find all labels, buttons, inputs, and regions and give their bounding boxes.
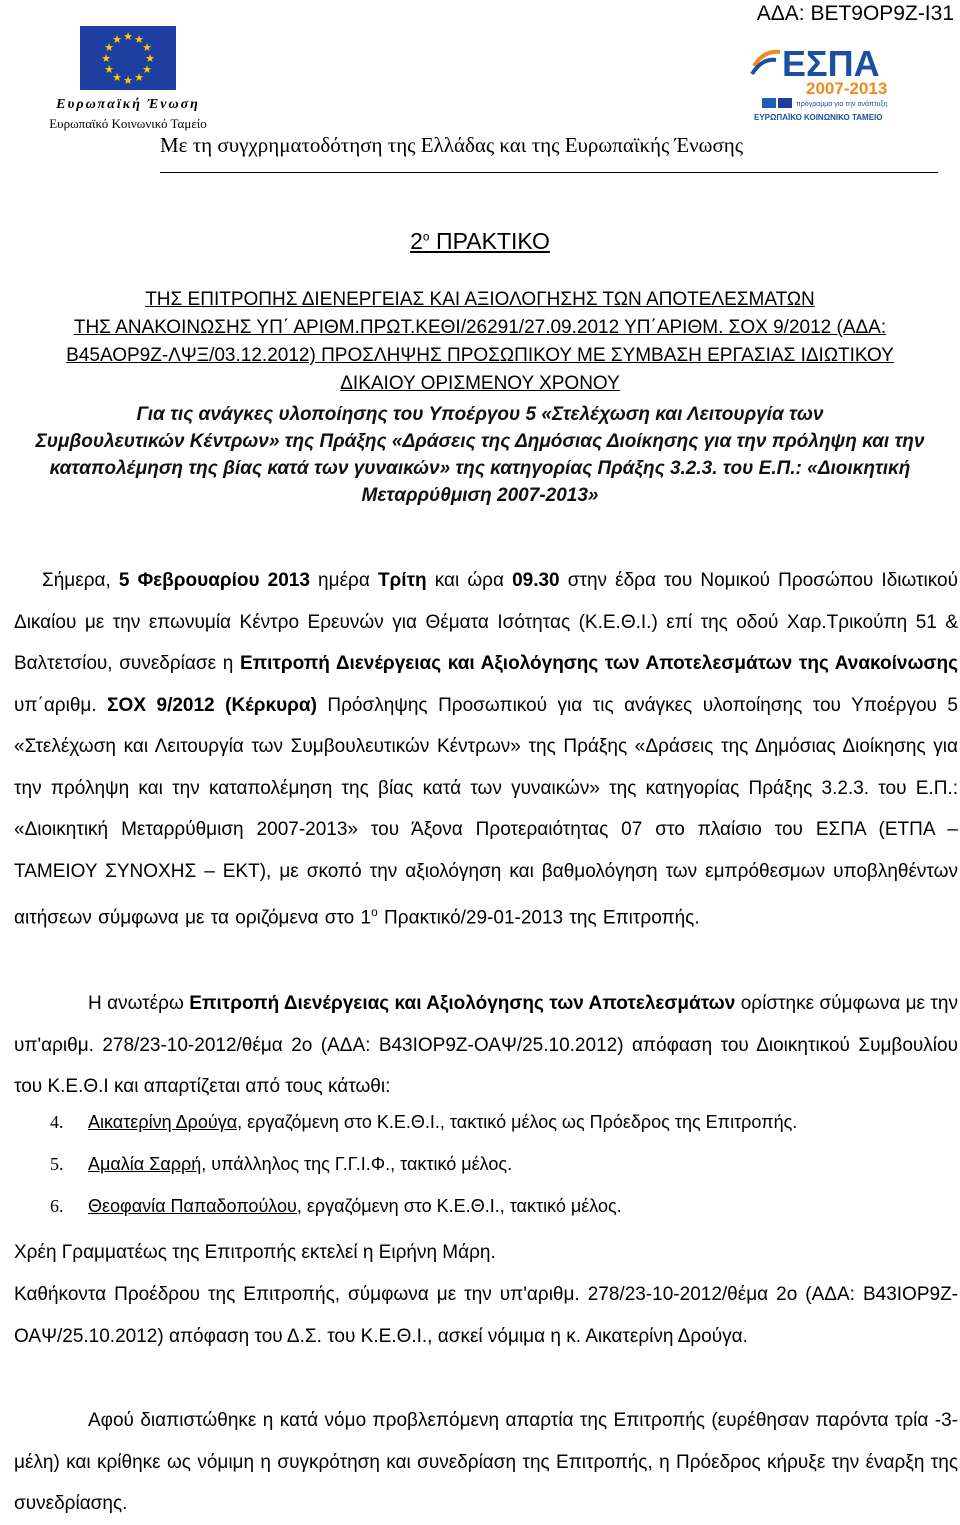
svg-text:★: ★ (112, 33, 122, 46)
subtitle-line-4: Μεταρρύθμιση 2007-2013» (361, 485, 599, 506)
secretary-line: Χρέη Γραμματέως της Επιτροπής εκτελεί η Ειρήνη Μάρη. (14, 1242, 496, 1263)
header-divider (160, 172, 938, 173)
member-item: 5. Αμαλία Σαρρή, υπάλληλος της Γ.Γ.Ι.Φ., τακτικό μέλος. (50, 1154, 513, 1174)
espa-title: ΕΣΠΑ (782, 44, 880, 84)
svg-text:★: ★ (104, 41, 114, 54)
svg-text:★: ★ (134, 71, 144, 84)
svg-text:★: ★ (145, 52, 155, 65)
espa-fund: ΕΥΡΩΠΑΪΚΟ ΚΟΙΝΩΝΙΚΟ ΤΑΜΕΙΟ (754, 113, 883, 122)
title-line-1: ΤΗΣ ΕΠΙΤΡΟΠΗΣ ΔΙΕΝΕΡΓΕΙΑΣ ΚΑΙ ΑΞΙΟΛΟΓΗΣΗΣ ΤΩΝ ΑΠΟΤΕΛΕΣΜΑΤΩΝ (145, 289, 815, 310)
title-line-3: Β45ΑΟΡ9Ζ-ΛΨΞ/03.12.2012) ΠΡΟΣΛΗΨΗΣ ΠΡΟΣΩΠΙΚΟΥ ΜΕ ΣΥΜΒΑΣΗ ΕΡΓΑΣΙΑΣ ΙΔΙΩΤΙΚΟΥ (66, 345, 894, 366)
member-name: Αικατερίνη Δρούγα (88, 1112, 238, 1132)
svg-text:★: ★ (123, 74, 133, 87)
svg-text:★: ★ (134, 33, 144, 46)
eu-fund-label: Ευρωπαϊκό Κοινωνικό Ταμείο (49, 116, 207, 131)
member-item: 4. Αικατερίνη Δρούγα, εργαζόμενη στο Κ.Ε.Θ.Ι., τακτικό μέλος ως Πρόεδρος της Επιτροπής. (50, 1112, 798, 1132)
eu-union-label: Ευρωπαϊκή Ένωση (56, 97, 200, 112)
eu-flag-logo (80, 26, 176, 90)
svg-text:★: ★ (142, 41, 152, 54)
svg-text:★: ★ (104, 63, 114, 76)
member-name: Αμαλία Σαρρή (88, 1154, 202, 1174)
espa-years: 2007-2013 (806, 79, 888, 98)
paragraph-committee: Η ανωτέρω Επιτροπή Διενέργειας και Αξιολόγησης των Αποτελεσμάτων ορίστηκε σύμφωνα με την υπ'αριθμ. 278/23-10-2012/θέμα 2ο (ΑΔΑ: Β43ΙΟΡ9Ζ-ΟΑΨ/25.10.2012) απόφαση του Διοικητικού Συμβουλίου του Κ.Ε.Θ.Ι και απαρτίζεται από τους κάτωθι: (14, 993, 959, 1097)
paragraph-quorum: Αφού διαπιστώθηκε η κατά νόμο προβλεπόμενη απαρτία της Επιτροπής (ευρέθησαν παρόντα τρία -3- μέλη) και κρίθηκε ως νόμιμη η συγκρότηση και συνεδρίαση της Επιτροπής, η Πρόεδρος κήρυξε την έναρξη της συνεδρίασης. (14, 1410, 958, 1514)
paragraph-session: Σήμερα, 5 Φεβρουαρίου 2013 ημέρα Τρίτη και ώρα 09.30 στην έδρα του Νομικού Προσώπου Ιδιωτικού Δικαίου με την επωνυμία Κέντρο Ερευνών για Θέματα Ισότητας (Κ.Ε.Θ.Ι.) επί της οδού Χαρ.Τρικούπη 51 & Βαλτετσίου, συνεδρίασε η Επιτροπή Διενέργειας και Αξιολόγησης των Αποτελεσμάτων της Ανακοίνωσης υπ΄αριθμ. ΣΟΧ 9/2012 (Κέρκυρα) Πρόσληψης Προσωπικού για τις ανάγκες υλοποίησης του Υποέργου 5 «Στελέχωση και Λειτουργία των Συμβουλευτικών Κέντρων» της Πράξης «Δράσεις της Δημόσιας Διοίκησης για την πρόληψη και την καταπολέμηση της βίας κατά των γυναικών» της κατηγορίας Πράξης 3.2.3. του Ε.Π.: «Διοικητική Μεταρρύθμιση 2007-2013» του Άξονα Προτεραιότητας 07 στο πλαίσιο του ΕΣΠΑ (ΕΤΠΑ – ΤΑΜΕΙΟΥ ΣΥΝΟΧΗΣ – ΕΚΤ), με σκοπό την αξιολόγηση και βαθμολόγηση των εμπρόθεσμων υποβληθέντων αιτήσεων σύμφωνα με τα οριζόμενα στο $1^o$ Πρακτικό/29-01-2013 της Επιτροπής. (14, 570, 959, 929)
cofinance-statement: Με τη συγχρηματοδότηση της Ελλάδας και της Ευρωπαϊκής Ένωσης (160, 133, 744, 157)
document-title: $2^o$ ΠΡΑΚΤΙΚΟ (410, 228, 550, 254)
member-item: 6. Θεοφανία Παπαδοπούλου, εργαζόμενη στο Κ.Ε.Θ.Ι., τακτικό μέλος. (50, 1196, 622, 1216)
ada-code: ΑΔΑ: ΒΕΤ9ΟΡ9Ζ-Ι31 (756, 2, 954, 25)
subtitle-line-3: καταπολέμηση της βίας κατά των γυναικών» της κατηγορίας Πράξης 3.2.3. του Ε.Π.: «Διοικητική (49, 458, 911, 479)
paragraph-president: Καθήκοντα Προέδρου της Επιτροπής, σύμφωνα με την υπ'αριθμ. 278/23-10-2012/θέμα 2ο (ΑΔΑ: Β43ΙΟΡ9Ζ-ΟΑΨ/25.10.2012) απόφαση του Δ.Σ. του Κ.Ε.Θ.Ι., ασκεί νόμιμα η κ. Αικατερίνη Δρούγα. (14, 1284, 958, 1347)
svg-text:★: ★ (142, 63, 152, 76)
member-name: Θεοφανία Παπαδοπούλου (88, 1196, 297, 1216)
espa-slogan: πρόγραμμα για την ανάπτυξη (796, 101, 888, 108)
svg-text:★: ★ (101, 52, 111, 65)
subtitle-line-2: Συμβουλευτικών Κέντρων» της Πράξης «Δράσεις της Δημόσιας Διοίκησης για την πρόληψη και την (35, 431, 925, 452)
title-line-2: ΤΗΣ ΑΝΑΚΟΙΝΩΣΗΣ ΥΠ΄ ΑΡΙΘΜ.ΠΡΩΤ.ΚΕΘΙ/26291/27.09.2012 ΥΠ΄ΑΡΙΘΜ. ΣΟΧ 9/2012 (ΑΔΑ: (73, 317, 887, 338)
espa-logo (750, 44, 890, 126)
eu-stars-icon (80, 26, 176, 90)
svg-text:★: ★ (112, 71, 122, 84)
subtitle-line-1: Για τις ανάγκες υλοποίησης του Υποέργου 5 «Στελέχωση και Λειτουργία των (136, 404, 824, 425)
title-line-4: ΔΙΚΑΙΟΥ ΟΡΙΣΜΕΝΟΥ ΧΡΟΝΟΥ (340, 373, 620, 394)
svg-text:★: ★ (123, 30, 133, 43)
